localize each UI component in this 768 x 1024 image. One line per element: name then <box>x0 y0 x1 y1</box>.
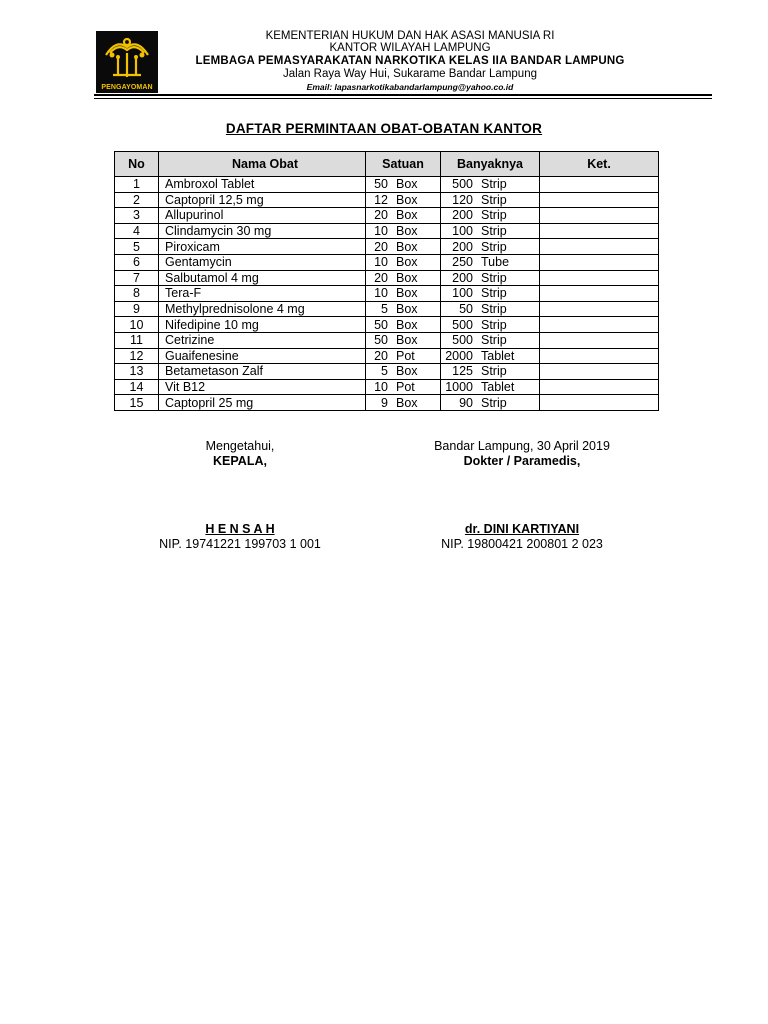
cell-banyaknya <box>441 239 540 255</box>
cell-ket <box>540 301 659 317</box>
banyaknya-unit: Strip <box>481 208 507 223</box>
satuan-unit: Pot <box>396 348 415 363</box>
letterhead-institution: LEMBAGA PEMASYARAKATAN NARKOTIKA KELAS IIA BANDAR LAMPUNG <box>195 55 625 67</box>
cell-ket <box>540 239 659 255</box>
header-ket: Ket. <box>540 152 659 177</box>
cell-nama-obat: Cetrizine <box>159 332 366 348</box>
cell-satuan <box>366 192 441 208</box>
cell-ket <box>540 177 659 193</box>
table-row <box>115 270 659 286</box>
banyaknya-qty: 200 <box>452 239 473 254</box>
cell-satuan <box>366 379 441 395</box>
banyaknya-unit: Strip <box>481 239 507 254</box>
medicine-request-table <box>114 151 659 411</box>
cell-ket <box>540 317 659 333</box>
cell-satuan <box>366 317 441 333</box>
cell-banyaknya <box>441 208 540 224</box>
satuan-qty: 20 <box>374 270 388 285</box>
satuan-qty: 5 <box>381 302 388 317</box>
header-banyaknya: Banyaknya <box>441 152 540 177</box>
sig-left-acknowledged: Mengetahui, <box>205 439 275 453</box>
table-row <box>115 364 659 380</box>
cell-nama-obat: Betametason Zalf <box>159 364 366 380</box>
sig-right-place-date: Bandar Lampung, 30 April 2019 <box>434 439 610 453</box>
cell-satuan <box>366 239 441 255</box>
cell-satuan <box>366 332 441 348</box>
cell-no: 3 <box>115 208 159 224</box>
cell-satuan <box>366 286 441 302</box>
table-row <box>115 317 659 333</box>
cell-nama-obat: Salbutamol 4 mg <box>159 270 366 286</box>
cell-ket <box>540 379 659 395</box>
cell-nama-obat: Nifedipine 10 mg <box>159 317 366 333</box>
banyaknya-qty: 250 <box>452 255 473 270</box>
banyaknya-unit: Strip <box>481 364 507 379</box>
sig-right-role: Dokter / Paramedis, <box>463 454 581 468</box>
cell-satuan <box>366 254 441 270</box>
cell-banyaknya <box>441 270 540 286</box>
cell-ket <box>540 332 659 348</box>
cell-banyaknya <box>441 223 540 239</box>
banyaknya-unit: Strip <box>481 333 507 348</box>
table-row <box>115 301 659 317</box>
cell-nama-obat: Guaifenesine <box>159 348 366 364</box>
cell-no: 10 <box>115 317 159 333</box>
cell-ket <box>540 254 659 270</box>
cell-ket <box>540 364 659 380</box>
cell-satuan <box>366 270 441 286</box>
satuan-unit: Box <box>396 224 418 239</box>
header-satuan: Satuan <box>366 152 441 177</box>
cell-no: 8 <box>115 286 159 302</box>
cell-banyaknya <box>441 317 540 333</box>
cell-no: 5 <box>115 239 159 255</box>
letterhead-rule-thin <box>94 98 712 99</box>
letterhead-ministry: KEMENTERIAN HUKUM DAN HAK ASASI MANUSIA RI <box>265 30 555 42</box>
table-row <box>115 332 659 348</box>
table-row <box>115 286 659 302</box>
satuan-qty: 12 <box>374 192 388 207</box>
banyaknya-qty: 500 <box>452 333 473 348</box>
satuan-unit: Box <box>396 333 418 348</box>
letterhead-email: Email: lapasnarkotikabandarlampung@yahoo.co.id <box>306 82 514 92</box>
cell-no: 12 <box>115 348 159 364</box>
table-body <box>115 177 659 411</box>
cell-banyaknya <box>441 364 540 380</box>
satuan-unit: Box <box>396 364 418 379</box>
satuan-unit: Box <box>396 317 418 332</box>
cell-banyaknya <box>441 379 540 395</box>
cell-no: 1 <box>115 177 159 193</box>
table-row <box>115 192 659 208</box>
cell-satuan <box>366 177 441 193</box>
sig-left-name: H E N S A H <box>205 522 275 536</box>
cell-banyaknya <box>441 286 540 302</box>
cell-ket <box>540 192 659 208</box>
satuan-unit: Box <box>396 177 418 192</box>
table-row <box>115 177 659 193</box>
cell-no: 6 <box>115 254 159 270</box>
sig-left-nip: NIP. 19741221 199703 1 001 <box>159 537 321 551</box>
cell-nama-obat: Piroxicam <box>159 239 366 255</box>
header-no: No <box>115 152 159 177</box>
satuan-qty: 50 <box>374 317 388 332</box>
sig-left-role: KEPALA, <box>213 454 267 468</box>
satuan-unit: Box <box>396 255 418 270</box>
satuan-unit: Box <box>396 286 418 301</box>
banyaknya-unit: Strip <box>481 395 507 410</box>
letterhead-regional-office: KANTOR WILAYAH LAMPUNG <box>329 42 491 54</box>
table-row <box>115 208 659 224</box>
cell-satuan <box>366 301 441 317</box>
banyaknya-qty: 1000 <box>445 380 473 395</box>
banyaknya-unit: Strip <box>481 270 507 285</box>
banyaknya-unit: Strip <box>481 177 507 192</box>
cell-no: 11 <box>115 332 159 348</box>
banyaknya-qty: 100 <box>452 224 473 239</box>
sig-right-name: dr. DINI KARTIYANI <box>464 522 580 536</box>
banyaknya-qty: 200 <box>452 270 473 285</box>
satuan-qty: 10 <box>374 255 388 270</box>
document-title: DAFTAR PERMINTAAN OBAT-OBATAN KANTOR <box>225 121 543 136</box>
satuan-qty: 20 <box>374 239 388 254</box>
satuan-qty: 50 <box>374 177 388 192</box>
letterhead-address: Jalan Raya Way Hui, Sukarame Bandar Lampung <box>283 68 537 80</box>
table-row <box>115 379 659 395</box>
letterhead-rule-thick <box>94 94 712 96</box>
banyaknya-unit: Strip <box>481 317 507 332</box>
cell-nama-obat: Tera-F <box>159 286 366 302</box>
satuan-qty: 10 <box>374 286 388 301</box>
cell-banyaknya <box>441 301 540 317</box>
banyaknya-qty: 50 <box>459 302 473 317</box>
table-row <box>115 348 659 364</box>
satuan-unit: Box <box>396 395 418 410</box>
cell-banyaknya <box>441 192 540 208</box>
banyaknya-qty: 2000 <box>445 348 473 363</box>
cell-no: 9 <box>115 301 159 317</box>
satuan-qty: 10 <box>374 380 388 395</box>
cell-ket <box>540 286 659 302</box>
table-header-row <box>115 152 659 177</box>
cell-satuan <box>366 348 441 364</box>
table-row <box>115 239 659 255</box>
satuan-unit: Box <box>396 270 418 285</box>
cell-satuan <box>366 223 441 239</box>
satuan-qty: 20 <box>374 348 388 363</box>
satuan-qty: 9 <box>381 395 388 410</box>
cell-banyaknya <box>441 254 540 270</box>
banyaknya-unit: Strip <box>481 192 507 207</box>
satuan-qty: 10 <box>374 224 388 239</box>
cell-satuan <box>366 208 441 224</box>
satuan-qty: 20 <box>374 208 388 223</box>
cell-nama-obat: Methylprednisolone 4 mg <box>159 301 366 317</box>
cell-ket <box>540 348 659 364</box>
satuan-qty: 5 <box>381 364 388 379</box>
banyaknya-unit: Tablet <box>481 348 515 363</box>
cell-ket <box>540 270 659 286</box>
cell-satuan <box>366 395 441 411</box>
satuan-unit: Box <box>396 239 418 254</box>
logo-caption: PENGAYOMAN <box>101 84 153 91</box>
cell-banyaknya <box>441 395 540 411</box>
cell-satuan <box>366 364 441 380</box>
banyaknya-unit: Strip <box>481 302 507 317</box>
cell-no: 13 <box>115 364 159 380</box>
banyaknya-qty: 500 <box>452 177 473 192</box>
banyaknya-unit: Strip <box>481 224 507 239</box>
banyaknya-qty: 200 <box>452 208 473 223</box>
banyaknya-qty: 120 <box>452 192 473 207</box>
banyaknya-qty: 100 <box>452 286 473 301</box>
pengayoman-logo <box>96 31 158 93</box>
satuan-unit: Pot <box>396 380 415 395</box>
cell-nama-obat: Gentamycin <box>159 254 366 270</box>
cell-banyaknya <box>441 348 540 364</box>
banyaknya-qty: 500 <box>452 317 473 332</box>
cell-ket <box>540 223 659 239</box>
table-row <box>115 223 659 239</box>
cell-no: 15 <box>115 395 159 411</box>
cell-no: 4 <box>115 223 159 239</box>
cell-banyaknya <box>441 177 540 193</box>
satuan-unit: Box <box>396 208 418 223</box>
cell-ket <box>540 395 659 411</box>
cell-nama-obat: Vit B12 <box>159 379 366 395</box>
cell-no: 14 <box>115 379 159 395</box>
table-row <box>115 254 659 270</box>
sig-right-nip: NIP. 19800421 200801 2 023 <box>441 537 603 551</box>
satuan-unit: Box <box>396 192 418 207</box>
cell-no: 7 <box>115 270 159 286</box>
cell-nama-obat: Ambroxol Tablet <box>159 177 366 193</box>
header-nama-obat: Nama Obat <box>159 152 366 177</box>
satuan-unit: Box <box>396 302 418 317</box>
banyaknya-unit: Tablet <box>481 380 515 395</box>
cell-nama-obat: Captopril 25 mg <box>159 395 366 411</box>
cell-nama-obat: Clindamycin 30 mg <box>159 223 366 239</box>
cell-nama-obat: Allupurinol <box>159 208 366 224</box>
satuan-qty: 50 <box>374 333 388 348</box>
banyaknya-qty: 125 <box>452 364 473 379</box>
banyaknya-qty: 90 <box>459 395 473 410</box>
banyaknya-unit: Tube <box>481 255 510 270</box>
table-row <box>115 395 659 411</box>
cell-ket <box>540 208 659 224</box>
banyaknya-unit: Strip <box>481 286 507 301</box>
cell-banyaknya <box>441 332 540 348</box>
cell-no: 2 <box>115 192 159 208</box>
cell-nama-obat: Captopril 12,5 mg <box>159 192 366 208</box>
